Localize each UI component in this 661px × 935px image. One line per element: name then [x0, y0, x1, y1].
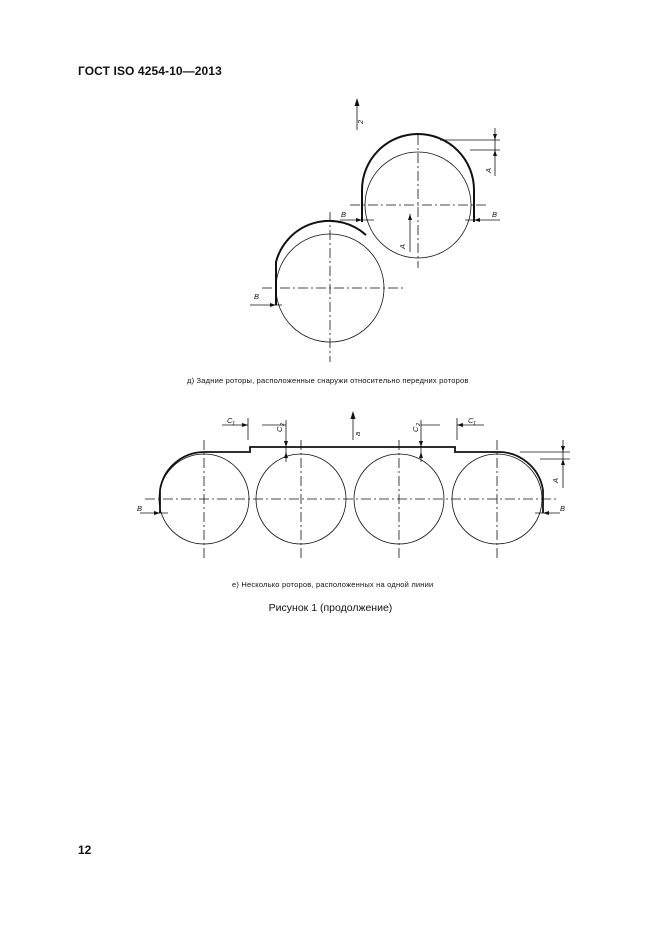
fig-e-label-sub1-left: 1	[232, 421, 236, 427]
fig-e-label-sub2-left: 2	[280, 422, 286, 426]
fig-d-label-B-lower: B	[254, 292, 260, 301]
fig-e-label-sub1-right: 1	[473, 421, 477, 427]
fig-d-label-A-upper: A	[484, 167, 493, 173]
fig-e-label-sub2-right: 2	[416, 422, 422, 426]
fig-d-label-A-lower: A	[398, 243, 407, 249]
page-number: 12	[78, 843, 92, 857]
fig-e-label-A: A	[551, 477, 560, 483]
fig-e-label-C2-left: C	[275, 426, 284, 432]
fig-e-label-C1-right: C	[468, 416, 474, 425]
fig-d-label-arrow: 2	[356, 119, 365, 124]
figure-e-caption: е) Несколько роторов, расположенных на одной линии	[232, 580, 434, 589]
document-header: ГОСТ ISO 4254-10—2013	[78, 64, 222, 78]
fig-e-label-C2-right: C	[411, 426, 420, 432]
fig-d-label-B-left: B	[341, 210, 347, 219]
guard-e	[160, 447, 543, 513]
fig-e-label-B-left: B	[137, 504, 143, 513]
fig-e-label-C1-left: C	[227, 416, 233, 425]
figure-d-caption: д) Задние роторы, расположенные снаружи относительно передних роторов	[187, 376, 469, 385]
figure-caption: Рисунок 1 (продолжение)	[268, 602, 393, 614]
fig-d-label-B-right: B	[492, 210, 498, 219]
fig-e-label-arrow: a	[353, 431, 362, 436]
fig-e-label-B-right: B	[560, 504, 566, 513]
